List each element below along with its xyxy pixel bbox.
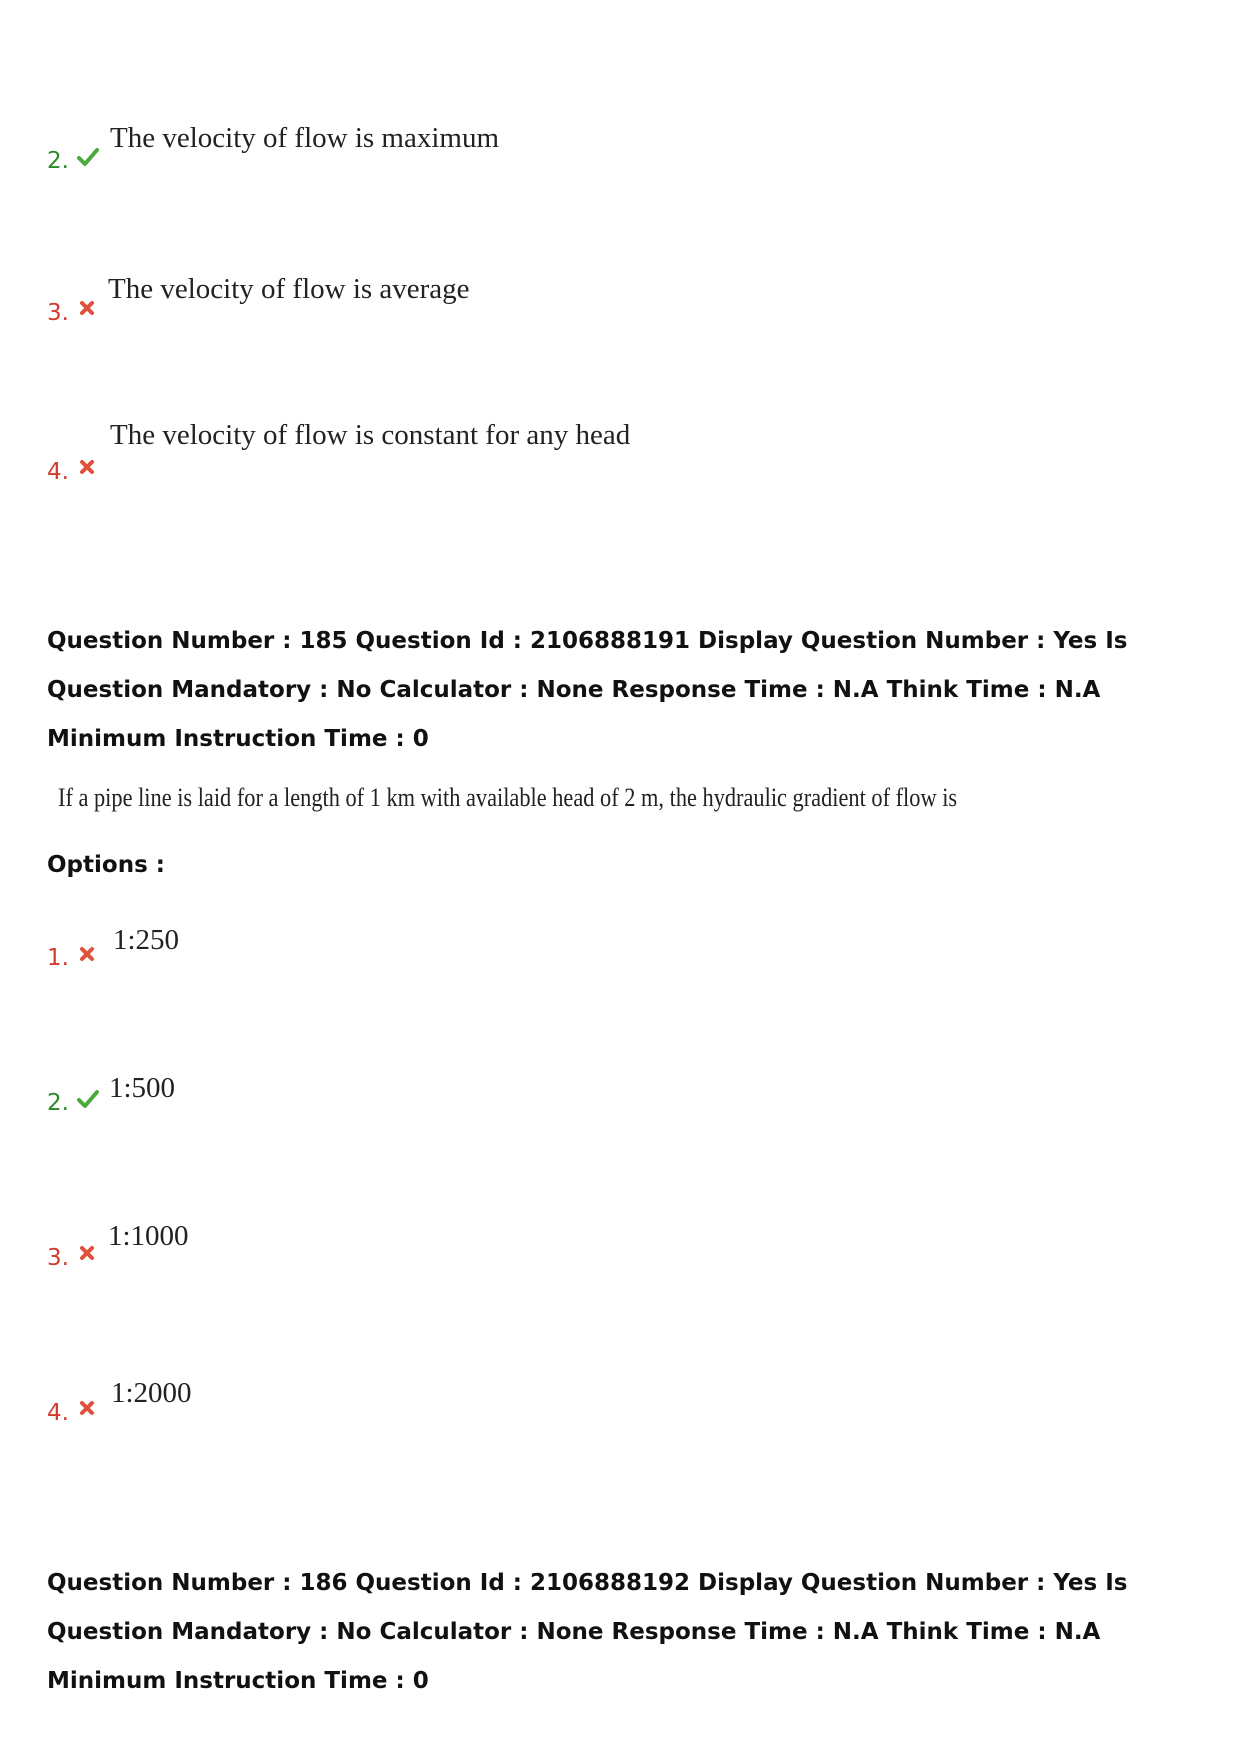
- cross-icon: [77, 458, 99, 478]
- option-number: 4.: [47, 459, 69, 485]
- option-text: 1:1000: [108, 1220, 189, 1252]
- option-number: 4.: [47, 1400, 69, 1426]
- question-text: If a pipe line is laid for a length of 1 km with available head of 2 m, the hydraulic gradient of flow is: [58, 783, 958, 812]
- options-label: Options :: [47, 852, 165, 878]
- option-text: 1:250: [113, 924, 180, 956]
- option-text: The velocity of flow is constant for any head: [110, 419, 631, 451]
- option-text: 1:500: [109, 1072, 176, 1104]
- option-number: 3.: [47, 1245, 69, 1271]
- check-icon: [77, 1089, 99, 1109]
- cross-icon: [77, 1399, 99, 1419]
- option-text: The velocity of flow is average: [108, 273, 470, 305]
- cross-icon: [77, 945, 99, 965]
- option-number: 3.: [47, 300, 69, 326]
- option-text: The velocity of flow is maximum: [110, 122, 500, 154]
- check-icon: [77, 147, 99, 167]
- question-meta: Question Number : 186 Question Id : 2106888192 Display Question Number : Yes Is Question Mandatory : No Calculator : None Response Time : N.A Think Time : N.A Minimum Instruction Time : 0: [47, 1570, 1128, 1694]
- option-text: 1:2000: [111, 1377, 192, 1409]
- question-meta: Question Number : 185 Question Id : 2106888191 Display Question Number : Yes Is Question Mandatory : No Calculator : None Response Time : N.A Think Time : N.A Minimum Instruction Time : 0: [47, 628, 1128, 752]
- cross-icon: [77, 1244, 99, 1264]
- cross-icon: [77, 299, 99, 319]
- option-number: 2.: [47, 148, 69, 174]
- option-number: 1.: [47, 945, 69, 971]
- option-number: 2.: [47, 1090, 69, 1116]
